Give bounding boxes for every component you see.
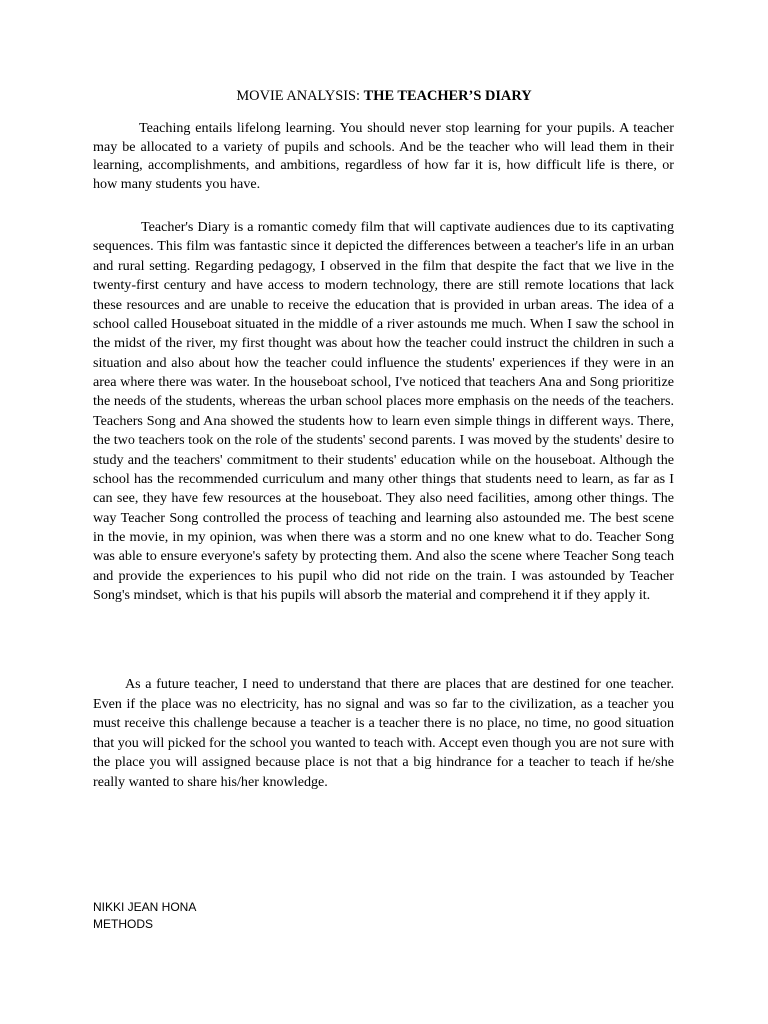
paragraph-analysis: Teacher's Diary is a romantic comedy film that will captivate audiences due to its captivating sequences. This film was fantastic since it depicted the differences between a teacher's life in an urban and rural setting. Regarding pedagogy, I observed in the film that despite the fact that we live in the twenty-first century and have access to modern technology, there are still remote locations that lack these resources and are unable to receive the education that is provided in urban areas. The idea of a school called Houseboat situated in the middle of a river astounds me much. When I saw the school in the midst of the river, my first thought was about how the teacher could instruct the children in such a situation and also about how the teacher could influence the students' experiences if they were in an area where there was water. In the houseboat school, I've noticed that teachers Ana and Song prioritize the needs of the students, whereas the urban school places more emphasis on the needs of the teachers. Teachers Song and Ana showed the students how to learn even simple things in different ways. There, the two teachers took on the role of the students' second parents. I was moved by the students' desire to study and the teachers' commitment to their students' education while on the houseboat. Although the school has the recommended curriculum and many other things that students need to learn, as far as I can see, they have few resources at the houseboat. They also need facilities, among other things. The way Teacher Song controlled the process of teaching and learning also astounded me. The best scene in the movie, in my opinion, was when there was a storm and no one knew what to do. Teacher Song was able to ensure everyone's safety by protecting them. And also the scene where Teacher Song teach and provide the experiences to his pupil who did not ride on the train. I was astounded by Teacher Song's mindset, which is that his pupils will absorb the material and comprehend it if they apply it.	[93, 219, 674, 604]
signature-block	[93, 899, 196, 932]
course-name: METHODS	[93, 916, 153, 931]
paragraph-intro: Teaching entails lifelong learning. You should never stop learning for your pupils. A teacher may be allocated to a variety of pupils and schools. And be the teacher who will lead them in their learning, accomplishments, and ambitions, regardless of how far it is, how difficult life is there, or how many students you have.	[93, 120, 674, 192]
author-name: NIKKI JEAN HONA	[93, 900, 197, 914]
paragraph-reflection: As a future teacher, I need to understand that there are places that are destined for one teacher. Even if the place was no electricity, has no signal and was so far to the civilization, as a teacher you must receive this challenge because a teacher is a teacher there is no place, no time, no good situation that you will picked for the school you wanted to teach with. Accept even though you are not sure with the place you will assigned because place is not that a big hindrance for a teacher to teach if he/she really wanted to share his/her knowledge.	[93, 676, 674, 790]
document-title	[93, 87, 675, 106]
title-prefix: MOVIE ANALYSIS:	[236, 88, 364, 104]
title-movie-name: THE TEACHER’S DIARY	[363, 88, 532, 104]
